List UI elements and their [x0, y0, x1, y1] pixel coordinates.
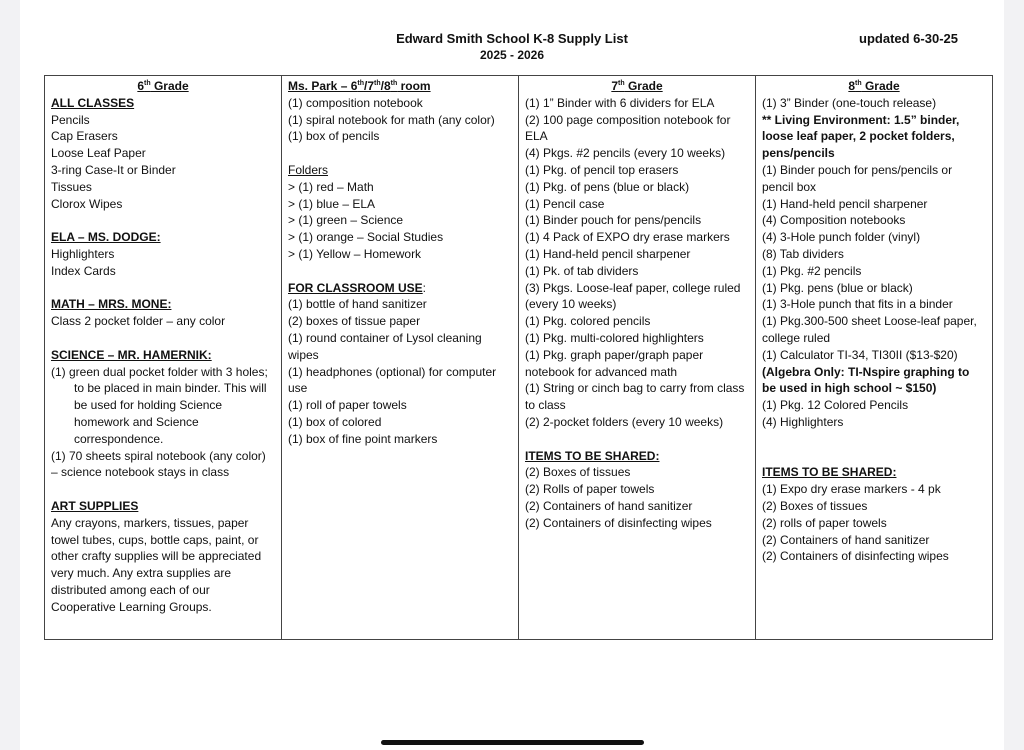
- supply-table: [44, 75, 993, 640]
- list-item: (2) Rolls of paper towels: [525, 482, 655, 497]
- list-item: (2) Containers of disinfecting wipes: [762, 549, 949, 564]
- list-item: (1) headphones (optional) for computer use: [288, 364, 497, 396]
- list-item: (1) Pkg. of pens (blue or black): [525, 179, 690, 194]
- grade6-column: [45, 76, 282, 640]
- list-item: (1) String or cinch bag to carry from class to class: [525, 381, 745, 413]
- list-item: Tissues: [51, 179, 92, 194]
- classroom-use-title: FOR CLASSROOM USE:: [288, 280, 427, 295]
- list-item: (1) Pkg.300-500 sheet Loose-leaf paper, college ruled: [762, 314, 977, 345]
- list-item: (1) Pkg. pens (blue or black): [762, 280, 913, 295]
- list-item: 3-ring Case-It or Binder: [51, 162, 176, 177]
- list-item: (1) 3” Binder (one-touch release): [762, 95, 937, 110]
- list-item: (1) Hand-held pencil sharpener: [762, 196, 928, 211]
- list-item: (1) 3-Hole punch that fits in a binder: [762, 297, 953, 312]
- list-item: (1) Pkg. colored pencils: [525, 314, 651, 329]
- list-item: (2) Containers of disinfecting wipes: [525, 515, 712, 530]
- list-item: (1) Pkg. multi-colored highlighters: [525, 330, 704, 345]
- list-item: > (1) orange – Social Studies: [288, 230, 444, 245]
- list-item: (1) round container of Lysol cleaning wipes: [288, 330, 482, 362]
- list-item: > (1) Yellow – Homework: [288, 246, 422, 261]
- list-item: (2) Containers of hand sanitizer: [525, 498, 693, 513]
- list-item: (2) 100 page composition notebook for ELA: [525, 112, 731, 144]
- art-title: ART SUPPLIES: [51, 498, 139, 513]
- list-item: (1) green dual pocket folder with 3 holes; to be placed in main binder. This will be used for holding Science homework and Science correspondence.: [51, 364, 268, 446]
- list-item: (1) Binder pouch for pens/pencils: [525, 213, 702, 228]
- list-item: Clorox Wipes: [51, 196, 123, 211]
- list-item: (1) Expo dry erase markers - 4 pk: [762, 482, 941, 497]
- list-item: (4) Composition notebooks: [762, 213, 906, 228]
- list-item: (1) Hand-held pencil sharpener: [525, 246, 691, 261]
- algebra-note: (Algebra Only: TI-Nspire graphing to be used in high school ~ $150): [762, 364, 970, 396]
- list-item: Loose Leaf Paper: [51, 146, 146, 161]
- list-item: (1) Pkg. #2 pencils: [762, 263, 862, 278]
- list-item: (1) Binder pouch for pens/pencils or pencil box: [762, 162, 953, 194]
- list-item: (1) Pkg. of pencil top erasers: [525, 162, 679, 177]
- list-item: Cap Erasers: [51, 129, 118, 144]
- list-item: Highlighters: [51, 246, 115, 261]
- list-item: (1) Pkg. 12 Colored Pencils: [762, 398, 909, 413]
- grade7-shared-title: ITEMS TO BE SHARED:: [525, 448, 660, 463]
- list-item: (1) Calculator TI-34, TI30II ($13-$20): [762, 347, 958, 362]
- list-item: (2) Boxes of tissues: [525, 465, 631, 480]
- list-item: (4) 3-Hole punch folder (vinyl): [762, 230, 921, 245]
- list-item: (1) box of fine point markers: [288, 431, 438, 446]
- list-item: (1) Pk. of tab dividers: [525, 263, 639, 278]
- folders-title: Folders: [288, 162, 329, 177]
- document-title: [20, 31, 1004, 63]
- list-item: > (1) red – Math: [288, 179, 374, 194]
- grade6-heading: 6th Grade: [137, 79, 189, 93]
- school-year: 2025 - 2026: [479, 48, 545, 62]
- list-item: (8) Tab dividers: [762, 246, 844, 261]
- list-item: (2) Containers of hand sanitizer: [762, 532, 930, 547]
- updated-date: updated 6-30-25: [859, 31, 958, 46]
- list-item: (2) rolls of paper towels: [762, 515, 887, 530]
- list-item: Pencils: [51, 112, 90, 127]
- ela-title: ELA – MS. DODGE:: [51, 230, 161, 245]
- list-item: > (1) green – Science: [288, 213, 404, 228]
- art-text: Any crayons, markers, tissues, paper towel tubes, cups, bottle caps, paint, or other crafty supplies will be appreciated very much. Any extra supplies are distributed among each of our Cooperative Learning Groups.: [51, 515, 262, 614]
- grade7-column: [519, 76, 756, 640]
- park-heading: Ms. Park – 6th/7th/8th room: [288, 79, 431, 93]
- grade7-heading: 7th Grade: [611, 79, 663, 93]
- all-classes-title: ALL CLASSES: [51, 95, 135, 110]
- list-item: (1) spiral notebook for math (any color): [288, 112, 495, 127]
- list-item: (1) bottle of hand sanitizer: [288, 297, 427, 312]
- list-item: (1) composition notebook: [288, 95, 423, 110]
- science-title: SCIENCE – MR. HAMERNIK:: [51, 347, 212, 362]
- list-item: (1) 70 sheets spiral notebook (any color) – science notebook stays in class: [51, 448, 266, 480]
- grade8-column: [756, 76, 993, 640]
- list-item: (1) box of pencils: [288, 129, 380, 144]
- living-environment-note: ** Living Environment: 1.5” binder, loose leaf paper, 2 pocket folders, pens/pencils: [762, 112, 960, 161]
- list-item: Index Cards: [51, 263, 116, 278]
- list-item: > (1) blue – ELA: [288, 196, 376, 211]
- grade8-shared-title: ITEMS TO BE SHARED:: [762, 465, 897, 480]
- list-item: (3) Pkgs. Loose-leaf paper, college ruled (every 10 weeks): [525, 280, 741, 312]
- list-item: (2) 2-pocket folders (every 10 weeks): [525, 414, 724, 429]
- list-item: (4) Highlighters: [762, 414, 844, 429]
- home-indicator-bar[interactable]: [381, 740, 644, 745]
- list-item: (1) Pencil case: [525, 196, 605, 211]
- list-item: Class 2 pocket folder – any color: [51, 314, 226, 329]
- list-item: (2) boxes of tissue paper: [288, 314, 421, 329]
- math-title: MATH – MRS. MONE:: [51, 297, 172, 312]
- park-column: [282, 76, 519, 640]
- list-item: (1) 1” Binder with 6 dividers for ELA: [525, 95, 715, 110]
- list-item: (4) Pkgs. #2 pencils (every 10 weeks): [525, 146, 726, 161]
- list-item: (1) box of colored: [288, 414, 382, 429]
- list-item: (1) 4 Pack of EXPO dry erase markers: [525, 230, 730, 245]
- grade8-heading: 8th Grade: [848, 79, 900, 93]
- list-item: (2) Boxes of tissues: [762, 498, 868, 513]
- list-item: (1) roll of paper towels: [288, 398, 407, 413]
- list-item: (1) Pkg. graph paper/graph paper notebook for advanced math: [525, 347, 704, 379]
- school-title: Edward Smith School K-8 Supply List: [396, 31, 628, 46]
